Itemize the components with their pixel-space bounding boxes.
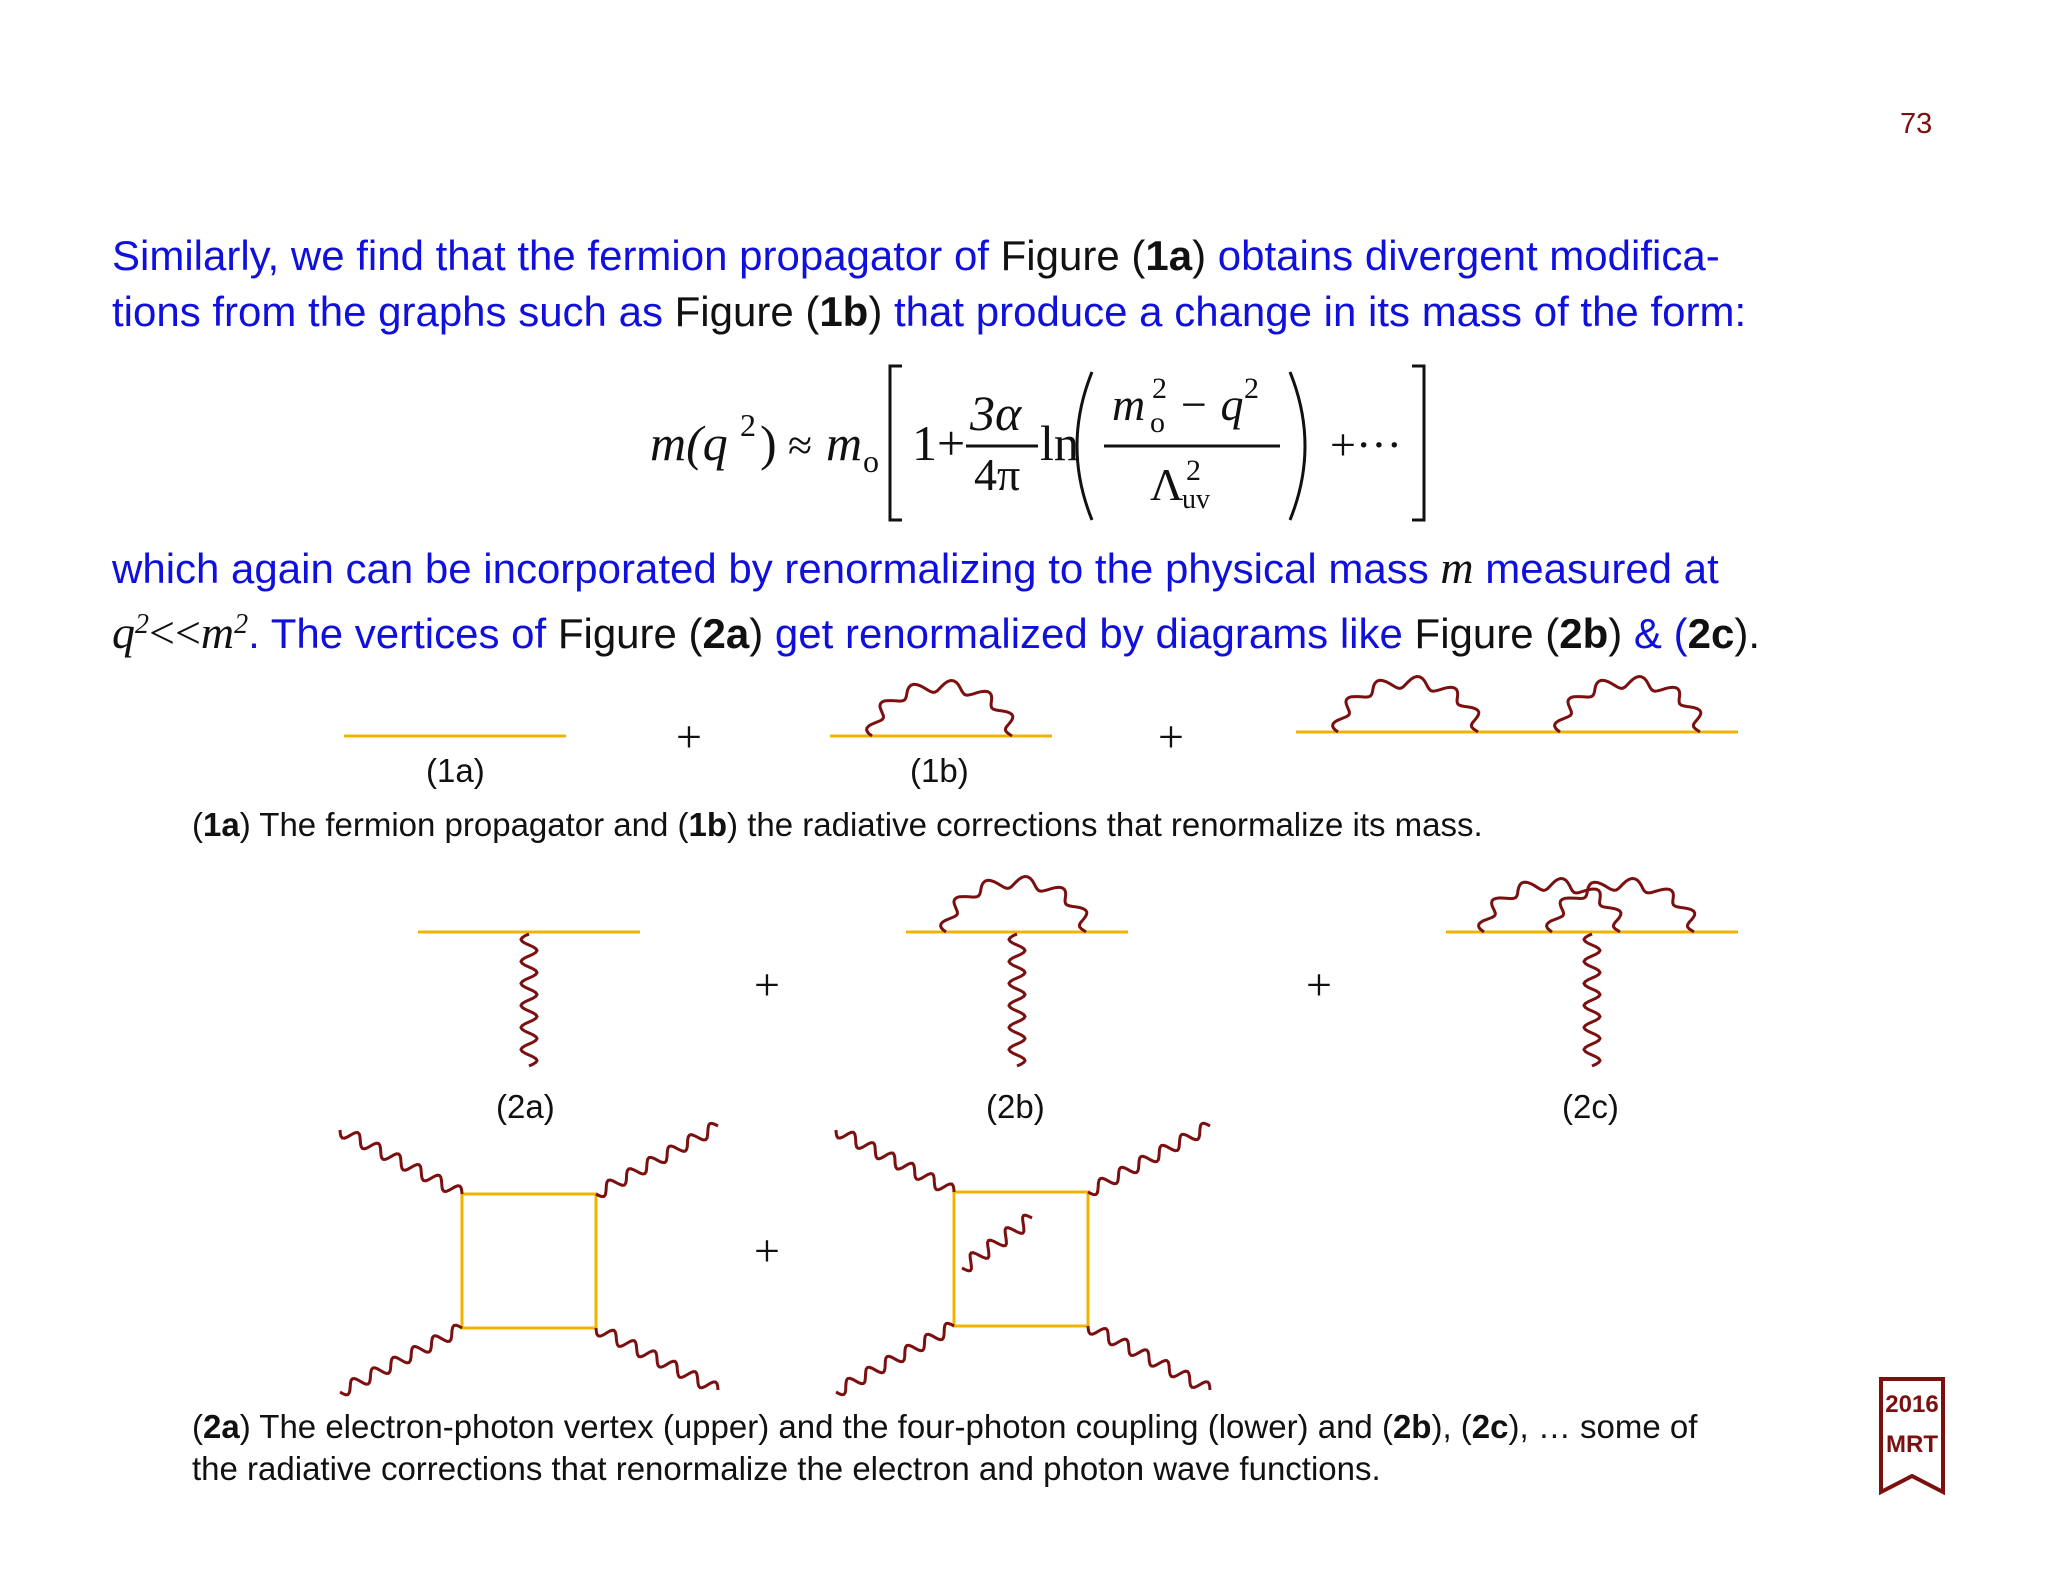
photon-leg-box1-bl bbox=[340, 1325, 462, 1395]
eq-one-plus: 1+ bbox=[912, 415, 966, 471]
eq-lhs-sup: 2 bbox=[740, 407, 756, 443]
figure-ref: 2c) bbox=[1687, 610, 1749, 657]
text-span: . The vertices of bbox=[248, 610, 558, 657]
plus-sign: + bbox=[1306, 959, 1332, 1010]
text-span: which again can be incorporated by renormalizing to the physical mass bbox=[112, 545, 1441, 592]
eq-inner-rest: − q bbox=[1178, 379, 1244, 430]
eq-inner-sub: o bbox=[1150, 406, 1165, 439]
fermion-box-2 bbox=[954, 1192, 1088, 1326]
label-2a: (2a) bbox=[496, 1088, 555, 1125]
text-span: . bbox=[1748, 610, 1760, 657]
figure-ref: Figure (1a) bbox=[1000, 232, 1207, 279]
photon-loop-1c-a bbox=[1333, 677, 1479, 733]
caption-figure-1: (1a) The fermion propagator and (1b) the radiative corrections that renormalize its mass. bbox=[192, 806, 1483, 843]
math-sup: 2 bbox=[234, 609, 249, 640]
eq-ln: ln bbox=[1040, 415, 1079, 471]
photon-leg-box2-tl bbox=[836, 1130, 954, 1192]
badge-initials: MRT bbox=[1886, 1431, 1938, 1458]
math-lt: << bbox=[149, 607, 201, 658]
caption-figure-2 bbox=[192, 1406, 1872, 1490]
photon-vertex-2a bbox=[521, 934, 537, 1066]
eq-inner-sup2: 2 bbox=[1244, 372, 1259, 405]
label-1b: (1b) bbox=[910, 752, 969, 789]
photon-loop-2b bbox=[941, 877, 1087, 933]
text-span: Similarly, we find that the fermion propagator of bbox=[112, 232, 1001, 279]
eq-den: 4π bbox=[974, 449, 1021, 500]
photon-leg-box2-bl bbox=[836, 1323, 954, 1394]
photon-leg-box1-tr bbox=[596, 1123, 718, 1196]
text-span: measured at bbox=[1473, 545, 1719, 592]
eq-approx: ≈ bbox=[788, 421, 813, 470]
label-2b: (2b) bbox=[986, 1088, 1045, 1125]
label-1a: (1a) bbox=[426, 752, 485, 789]
eq-lhs: m(q bbox=[650, 415, 728, 471]
eq-inner-den-sub: uv bbox=[1182, 484, 1210, 515]
eq-inner-den-sup: 2 bbox=[1186, 454, 1201, 487]
photon-internal-box2 bbox=[962, 1215, 1032, 1271]
text-span: tions from the graphs such as bbox=[112, 288, 675, 335]
photon-loop-1c-b bbox=[1555, 677, 1701, 733]
eq-num: 3α bbox=[970, 385, 1022, 441]
page-number: 73 bbox=[1900, 108, 1933, 140]
plus-sign: + bbox=[754, 959, 780, 1010]
eq-inner-sup: 2 bbox=[1152, 372, 1167, 405]
text-span: obtains divergent modifica- bbox=[1206, 232, 1720, 279]
text-span: & ( bbox=[1622, 610, 1688, 657]
badge-year: 2016 bbox=[1885, 1391, 1939, 1418]
caption-figure-2-line-1: (2a) The electron-photon vertex (upper) and the four-photon coupling (lower) and (2b), (2c), … some of bbox=[192, 1408, 1698, 1445]
label-2c: (2c) bbox=[1562, 1088, 1619, 1125]
photon-leg-box2-tr bbox=[1088, 1123, 1210, 1194]
photon-vertex-2c bbox=[1584, 934, 1600, 1066]
math-m: m bbox=[200, 607, 235, 658]
caption-figure-2-line-2: the radiative corrections that renormalize the electron and photon wave functions. bbox=[192, 1450, 1381, 1487]
figure-ref: Figure (1b) bbox=[674, 288, 883, 335]
text-span: get renormalized by diagrams like bbox=[763, 610, 1415, 657]
fermion-box-1 bbox=[462, 1194, 596, 1328]
figure-ref: Figure (2a) bbox=[557, 610, 764, 657]
eq-m0: m bbox=[826, 415, 863, 471]
eq-m0-sub: o bbox=[863, 443, 879, 479]
plus-sign: + bbox=[1158, 711, 1184, 762]
photon-leg-box2-br bbox=[1088, 1326, 1210, 1390]
math-m: m bbox=[1440, 542, 1474, 593]
math-q: q bbox=[112, 607, 135, 658]
math-sup: 2 bbox=[135, 609, 149, 640]
photon-loop-2c-a bbox=[1479, 879, 1621, 933]
plus-sign: + bbox=[754, 1225, 780, 1276]
plus-sign: + bbox=[676, 711, 702, 762]
eq-tail: +··· bbox=[1330, 419, 1402, 470]
figure-ref: Figure (2b) bbox=[1414, 610, 1623, 657]
photon-vertex-2b bbox=[1009, 934, 1025, 1066]
eq-inner-den: Λ bbox=[1150, 459, 1184, 510]
mrt-badge bbox=[1878, 1376, 1946, 1498]
photon-loop-1b bbox=[867, 681, 1013, 737]
text-span: that produce a change in its mass of the form: bbox=[882, 288, 1747, 335]
eq-inner-m: m bbox=[1112, 379, 1146, 430]
photon-leg-box1-br bbox=[596, 1328, 718, 1390]
eq-lhs-close: ) bbox=[760, 415, 777, 471]
photon-leg-box1-tl bbox=[340, 1130, 462, 1194]
